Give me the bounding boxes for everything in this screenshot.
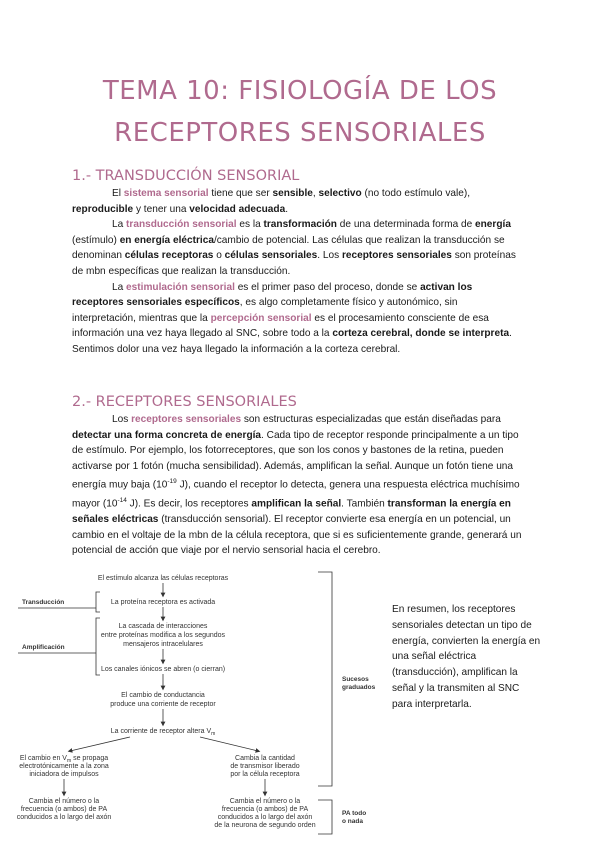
diagram-left-branch-3: iniciadora de impulsos [29,771,99,778]
diagram-step-conductance-1: El cambio de conductancia [121,692,205,699]
page-title-line1: TEMA 10: FISIOLOGÍA DE LOS [102,76,498,106]
summary-note: En resumen, los receptores sensoriales detectan un tipo de energía, convierten la energía en una señal eléctrica (transducción), amplifican la señal y la transmiten al SNC para interpretarla. [392,604,541,710]
diagram-bottom-left-1: Cambia el número o la [28,798,100,805]
diagram-bottom-right-4: de la neurona de segundo orden [214,822,316,829]
section1-paragraph2: La transducción sensorial es la transformación de una determinada forma de energía (estímulo) en energía eléctrica/cambio de potencial. Las células que realizan la transducción se denominan células receptoras o células sensoriales. Los receptores sensoriales son proteínas de mbn específicas que realizan la transducción. [72,219,516,277]
section1-paragraph3: La estimulación sensorial es el primer paso del proceso, donde se activan los receptores sensoriales específicos, es algo completamente físico y autonómico, sin interpretación, mientras que la percepción sensorial es el procesamiento consciente de esa información una vez haya llegado al SNC, sobre todo a la corteza cerebral, donde se interpreta. Sentimos dolor una vez haya llegado la información a la corteza cerebral. [72,281,512,355]
diagram-right-branch-3: por la célula receptora [230,771,300,778]
diagram-step-stimulus: El estímulo alcanza las células receptoras [97,575,229,582]
diagram-label-amplificacion: Amplificación [22,644,65,651]
diagram-right-branch-1: Cambia la cantidad [235,755,295,762]
diagram-step-vm: La corriente de receptor altera $V_m$ [110,728,216,737]
diagram-bottom-right-2: frecuencia (o ambos) de PA [221,806,309,813]
diagram-step-cascade-3: mensajeros intracelulares [123,641,203,648]
diagram-label-transduccion: Transducción [22,599,65,606]
diagram-step-cascade-2: entre proteínas modifica a los segundos [100,632,226,639]
diagram-step-conductance-2: produce una corriente de receptor [110,701,216,708]
diagram-left-branch-1: El cambio en $V_m$ se propaga [19,755,109,764]
diagram-label-sucesos-2: graduados [342,684,376,691]
section2-heading: 2.- RECEPTORES SENSORIALES [72,394,297,410]
section2-paragraph1: Los receptores sensoriales son estructuras especializadas que están diseñadas para detectar una forma concreta de energía. Cada tipo de receptor responde principalmente a un tipo de estímulo. Por ejemplo, los fotorreceptores, que son los conos y bastones de la retina, pueden activarse por 1 fotón (mucha sensibilidad). Además, amplifican la señal. Aunque un fotón tiene una energía muy baja ($10^{-19}$ J), cuando el receptor lo detecta, genera una respuesta eléctrica muchísimo mayor ($10^{-14}$ J). Es decir, los receptores amplifican la señal. También transforman la energía en señales eléctricas (transducción sensorial). El receptor convierte esa energía en un potencial, un cambio en el voltaje de la mbn de la célula receptora, que si es suficientemente grande, generará un potencial de acción que viaje por el nervio sensorial hacia el cerebro. [72,414,522,557]
diagram-bottom-left-3: conducidos a lo largo del axón [16,814,112,821]
diagram-label-pa-1: PA todo [342,810,367,817]
diagram-label-sucesos-1: Sucesos [342,676,369,683]
diagram-bottom-right-3: conducidos a lo largo del axón [217,814,313,821]
section1-paragraph1: El sistema sensorial tiene que ser sensible, selectivo (no todo estímulo vale), reproducible y tener una velocidad adecuada. [72,188,470,215]
diagram-step-channels: Los canales iónicos se abren (o cierran) [100,666,226,673]
diagram-step-protein: La proteína receptora es activada [110,599,216,606]
page-title-line2: RECEPTORES SENSORIALES [114,118,486,148]
diagram-right-branch-2: de transmisor liberado [230,763,300,770]
section1-heading: 1.- TRANSDUCCIÓN SENSORIAL [72,168,300,184]
diagram-step-cascade-1: La cascada de interacciones [118,623,208,630]
diagram-left-branch-2: electrotónicamente a la zona [19,763,109,770]
diagram-label-pa-2: o nada [342,818,363,825]
diagram-bottom-right-1: Cambia el número o la [229,798,301,805]
diagram-bottom-left-2: frecuencia (o ambos) de PA [20,806,108,813]
